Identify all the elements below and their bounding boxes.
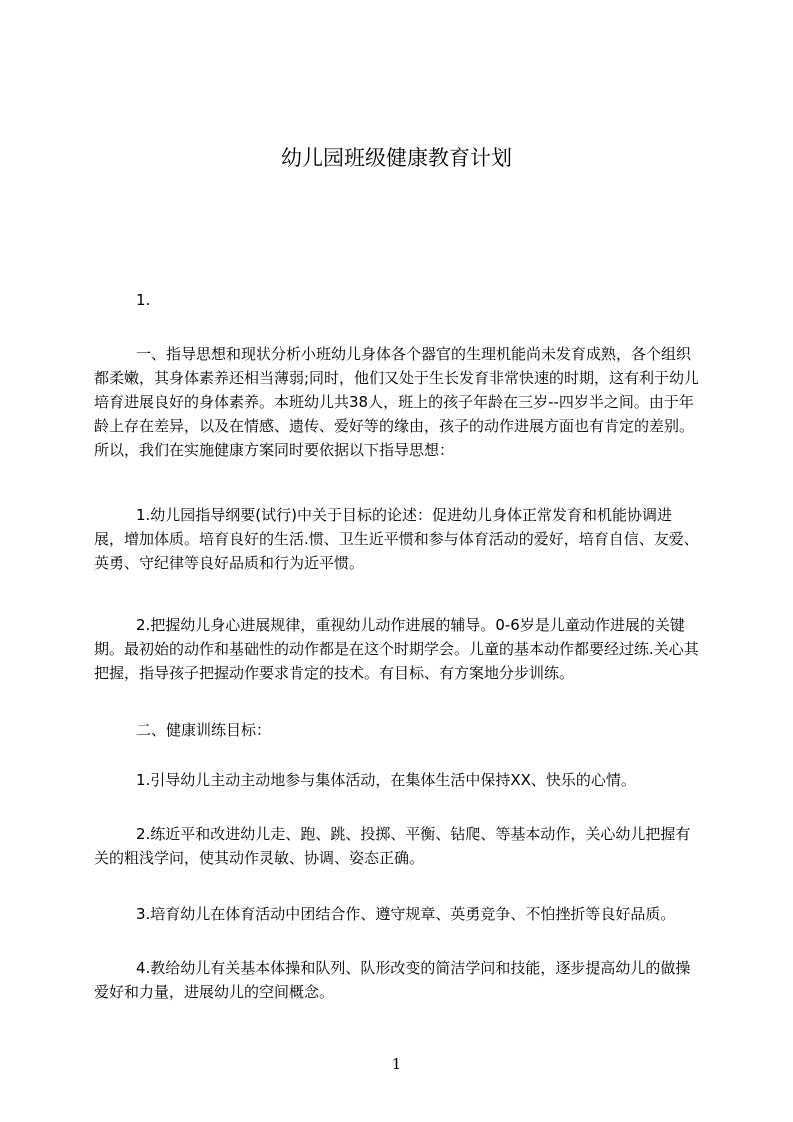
- document-title: 幼儿园班级健康教育计划: [281, 146, 512, 170]
- paragraph-text: 1.引导幼儿主动主动地参与集体活动，在集体生活中保持XX、快乐的心情。: [136, 771, 636, 789]
- paragraph-text: 1.幼儿园指导纲要(试行)中关于目标的论述：促进幼儿身体正常发育和机能协调进展，增加体质。培育良好的生活.惯、卫生近平惯和参与体育活动的爱好，培育自信、友爱、英勇、守纪律等良好品质和行为近平惯。: [94, 506, 699, 572]
- paragraph-text: 2.练近平和改进幼儿走、跑、跳、投掷、平衡、钻爬、等基本动作，关心幼儿把握有关的粗浅学问，使其动作灵敏、协调、姿态正确。: [94, 825, 691, 867]
- paragraph-1: [94, 288, 700, 312]
- paragraph-text: 2.把握幼儿身心进展规律，重视幼儿动作进展的辅导。0-6岁是儿童动作进展的关键期。最初始的动作和基础性的动作都是在这个时期学会。儿童的基本动作都要经过练.关心其把握，指导孩子把握动作要求肯定的技术。有目标、有方案地分步训练。: [94, 616, 699, 682]
- paragraph-8: [94, 902, 700, 926]
- paragraph-text: 一、指导思想和现状分析小班幼儿身体各个器官的生理机能尚未发育成熟，各个组织都柔嫩，其身体素养还相当薄弱;同时，他们又处于生长发育非常快速的时期，这有利于幼儿培育进展良好的身体素养。本班幼儿共38人，班上的孩子年龄在三岁--四岁半之间。由于年龄上存在差异，以及在情感、遗传、爱好等的缘由，孩子的动作进展方面也有肯定的差别。所以，我们在实施健康方案同时要依据以下指导思想：: [94, 345, 700, 459]
- paragraph-2: [94, 342, 700, 462]
- paragraph-text: 3.培育幼儿在体育活动中团结合作、遵守规章、英勇竞争、不怕挫折等良好品质。: [136, 905, 676, 923]
- paragraph-4: [94, 613, 700, 685]
- paragraph-9: [94, 956, 700, 1004]
- paragraph-text: 1.: [136, 291, 151, 309]
- page-number: 1: [391, 1055, 402, 1073]
- paragraph-text: 4.教给幼儿有关基本体操和队列、队形改变的简洁学问和技能，逐步提高幼儿的做操爱好和力量，进展幼儿的空间概念。: [94, 959, 691, 1001]
- section-heading: [94, 718, 700, 742]
- paragraph-7: [94, 822, 700, 870]
- paragraph-text: 二、健康训练目标：: [136, 721, 272, 739]
- paragraph-3: [94, 503, 700, 575]
- paragraph-6: [94, 768, 700, 792]
